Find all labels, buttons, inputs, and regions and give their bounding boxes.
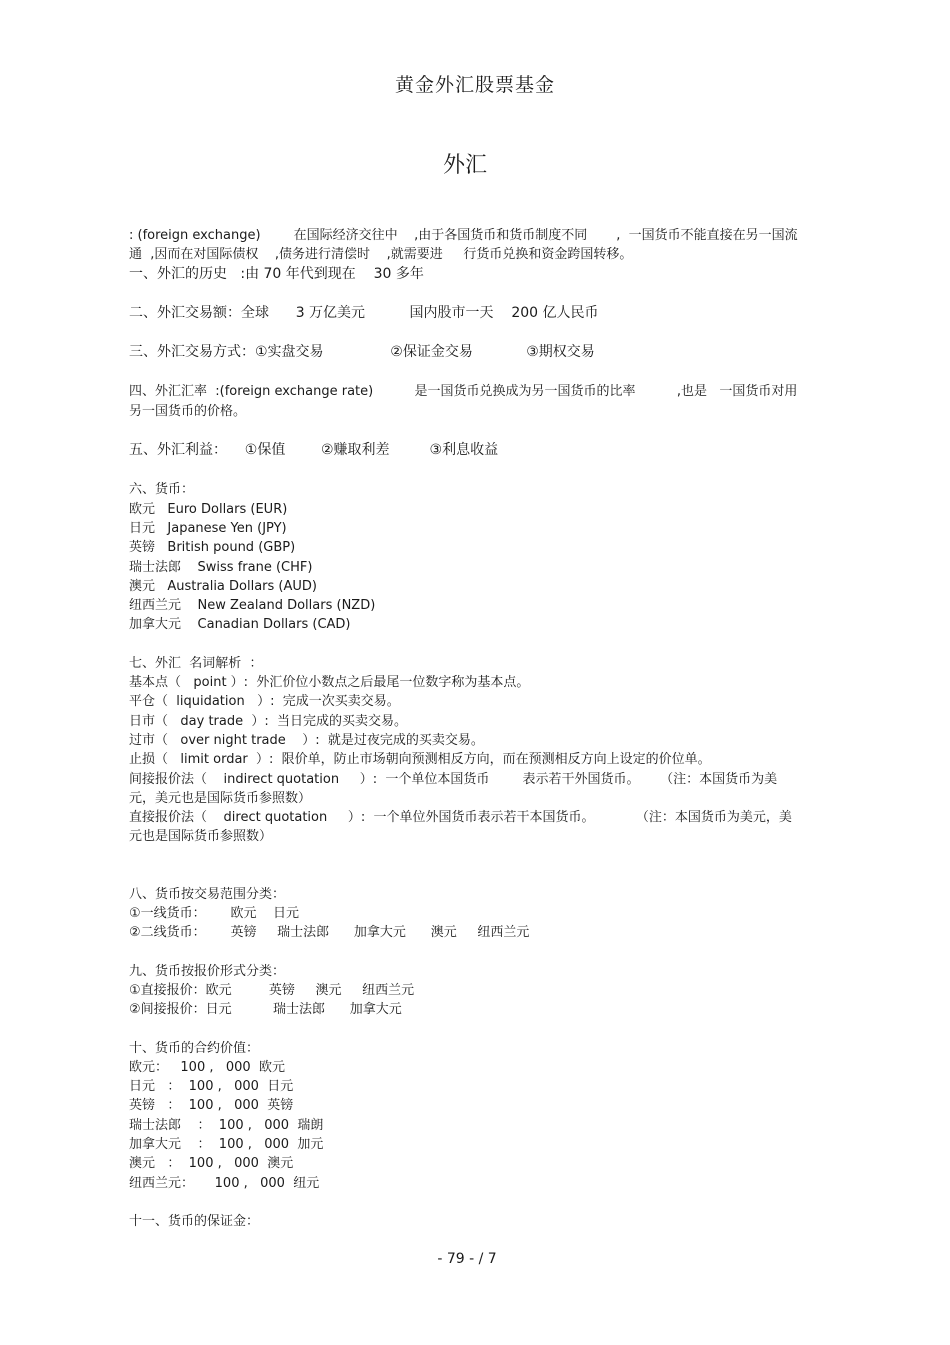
- section-volume: 二、外汇交易额：全球 3 万亿美元 国内股市一天 200 亿人民币: [129, 304, 599, 321]
- contract-item: 日元 ： 100 , 000 日元: [129, 1079, 294, 1095]
- section-history: 一、外汇的历史 :由 70 年代到现在 30 多年: [129, 265, 424, 282]
- currency-item: 澳元 Australia Dollars (AUD): [129, 578, 317, 594]
- page-header: 黄金外汇股票基金: [394, 74, 555, 96]
- section-exchange-rate: 四、外汇汇率 :(foreign exchange rate) 是一国货币兑换成为另一国货币的比率 ,也是 一国货币对用另一国货币的价格。: [129, 384, 798, 419]
- currency-item: 日元 Japanese Yen (JPY): [129, 520, 287, 536]
- section-quote-title: 九、货币按报价形式分类：: [129, 963, 286, 979]
- section-terms-title: 七、外汇 名词解析 ：: [129, 655, 263, 671]
- currency-item: 瑞士法郎 Swiss frane (CHF): [129, 559, 313, 575]
- term-item: 日市（ day trade ）: 当日完成的买卖交易。: [129, 713, 408, 729]
- term-item: 过市（ over night trade ）: 就是过夜完成的买卖交易。: [129, 732, 484, 748]
- term-item: 直接报价法（ direct quotation ）: 一个单位外国货币表示若干本国货币。 （注：本国货币为美元，美元也是国际货币参照数）: [129, 810, 792, 845]
- term-item: 间接报价法（ indirect quotation ）: 一个单位本国货币 表示若干外国货币。 （注：本国货币为美元，美元也是国际货币参照数）: [129, 771, 778, 806]
- section-currency-title: 六、货币：: [129, 482, 195, 498]
- section-benefits: 五、外汇利益： ①保值 ②赚取利差 ③利息收益: [129, 442, 499, 459]
- page-number: - 79 - / 7: [437, 1251, 497, 1267]
- quote-item: ②间接报价：日元 瑞士法郎 加拿大元: [129, 1002, 402, 1018]
- term-item: 平仓（ liquidation ）: 完成一次买卖交易。: [129, 694, 400, 710]
- contract-item: 欧元： 100 , 000 欧元: [129, 1059, 285, 1075]
- currency-item: 欧元 Euro Dollars (EUR): [129, 501, 288, 517]
- contract-item: 瑞士法郎 ： 100 , 000 瑞朗: [129, 1117, 324, 1133]
- intro-paragraph: : (foreign exchange) 在国际经济交往中 ,由于各国货币和货币制度不同 , 一国货币不能直接在另一国流通 ,因而在对国际债权 ,债务进行清偿时 ,就需要进 行货币兑换和资金跨国转移。: [129, 228, 798, 263]
- contract-item: 澳元 ： 100 , 000 澳元: [129, 1156, 294, 1172]
- page-title: 外汇: [442, 153, 487, 178]
- contract-item: 英镑 ： 100 , 000 英镑: [129, 1098, 294, 1114]
- section-contract-title: 十、货币的合约价值：: [129, 1040, 260, 1056]
- contract-item: 加拿大元 ： 100 , 000 加元: [129, 1136, 324, 1152]
- currency-item: 加拿大元 Canadian Dollars (CAD): [129, 617, 351, 633]
- range-item: ②二线货币： 英镑 瑞士法郎 加拿大元 澳元 纽西兰元: [129, 925, 530, 941]
- currency-item: 纽西兰元 New Zealand Dollars (NZD): [129, 598, 376, 614]
- term-item: 止损（ limit ordar ）: 限价单，防止市场朝向预测相反方向，而在预测相反方向上设定的价位单。: [129, 752, 711, 768]
- quote-item: ①直接报价：欧元 英镑 澳元 纽西兰元: [129, 982, 415, 998]
- document-body: [129, 226, 801, 1231]
- term-item: 基本点（ point ）: 外汇价位小数点之后最尾一位数字称为基本点。: [129, 675, 530, 691]
- range-item: ①一线货币： 欧元 日元: [129, 906, 299, 922]
- contract-item: 纽西兰元： 100 , 000 纽元: [129, 1175, 320, 1191]
- currency-item: 英镑 British pound (GBP): [129, 540, 296, 556]
- section-margin-title: 十一、货币的保证金：: [129, 1213, 260, 1229]
- section-trade-methods: 三、外汇交易方式：①实盘交易 ②保证金交易 ③期权交易: [129, 344, 595, 361]
- section-range-title: 八、货币按交易范围分类：: [129, 886, 286, 902]
